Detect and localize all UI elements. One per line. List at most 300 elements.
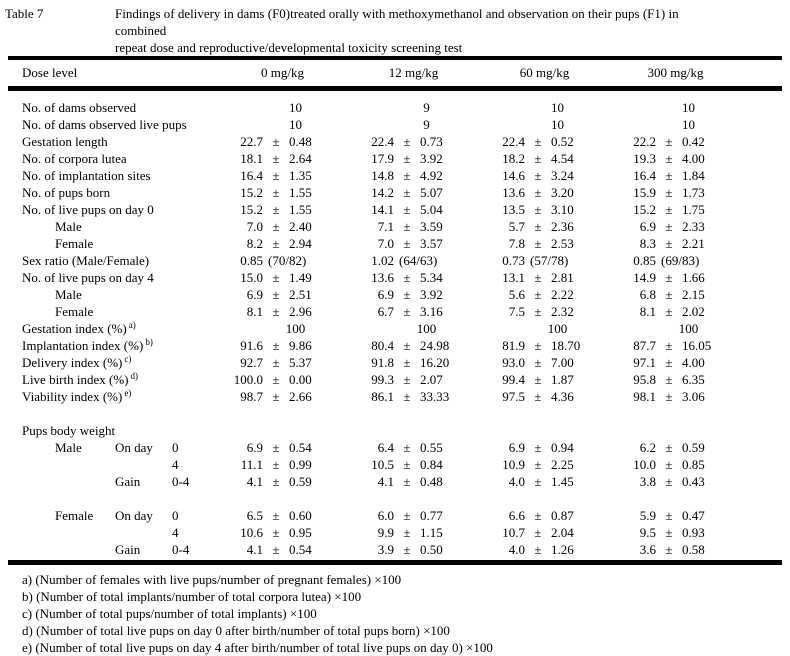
row-label: No. of live pups on day 0 [22,202,154,217]
value-sd: 6.35 [682,372,705,387]
value-mean: 9.5 [639,525,656,540]
dose-group-cell [217,133,348,150]
value-mean: 10.7 [502,525,525,540]
plus-minus-symbol: ± [272,236,280,251]
row-label: Male [55,219,82,234]
value-sd: 5.34 [420,270,443,285]
row-label-cell [8,167,217,184]
table-row [8,422,782,439]
value-sd: 0.77 [420,508,443,523]
plus-minus-symbol: ± [403,151,411,166]
value-sd: 1.15 [420,525,443,540]
value-sd: 2.40 [289,219,312,234]
table-row [8,456,782,473]
dose-group-cell [610,184,741,201]
plus-minus-symbol: ± [665,457,673,472]
dose-group-cell [217,524,348,541]
row-label-cell [8,150,217,167]
value-mean: 5.7 [508,219,525,234]
dose-headers [217,60,741,86]
value-single: 100 [285,321,306,336]
dose-group-cell [479,524,610,541]
table-body [8,91,782,560]
dose-group-cell [217,320,348,337]
row-label: No. of live pups on day 4 [22,270,154,285]
dose-group-cell [610,99,741,116]
dose-group-cell [479,167,610,184]
value-mean: 15.2 [633,202,656,217]
plus-minus-symbol: ± [403,185,411,200]
value-mean: 18.2 [502,151,525,166]
dose-group-cell [348,133,479,150]
footnote-d: d) (Number of total live pups on day 0 after birth/number of total pups born) ×100 [22,623,450,638]
row-label-cell [8,252,217,269]
plus-minus-symbol: ± [272,185,280,200]
value-mean: 6.9 [508,440,525,455]
dose-group-cell [479,337,610,354]
dose-group-cell [610,371,741,388]
value-mean: 6.9 [377,287,394,302]
row-label: Gestation index (%) $^{a)}$ [22,319,136,336]
table-row [8,218,782,235]
value-mean: 4.0 [508,474,525,489]
value-mean: 13.5 [502,202,525,217]
row-label-cell [8,133,217,150]
value-sd: 24.98 [420,338,450,353]
plus-minus-symbol: ± [403,372,411,387]
value-mean: 22.7 [240,134,263,149]
row-label-cell [8,303,217,320]
dose-group-cell [348,473,479,490]
dose-level-header: Dose level [22,65,78,80]
value-mean: 15.0 [240,270,263,285]
row-sublabel: On day [115,508,153,523]
dose-group-cell [610,456,741,473]
plus-minus-symbol: ± [403,440,411,455]
row-sublabel: On day [115,440,153,455]
plus-minus-symbol: ± [403,304,411,319]
value-mean: 80.4 [371,338,394,353]
plus-minus-symbol: ± [534,389,542,404]
value-sd: 0.84 [420,457,443,472]
plus-minus-symbol: ± [403,236,411,251]
row-label: No. of dams observed live pups [22,117,187,132]
value-mean: 4.1 [377,474,394,489]
value-sd: 5.04 [420,202,443,217]
row-label: No. of implantation sites [22,168,151,183]
dose-group-cell [610,218,741,235]
row-subvalue-label: 0 [172,508,179,523]
dose-group-cell [348,116,479,133]
plus-minus-symbol: ± [272,542,280,557]
dose-group-cell [479,371,610,388]
plus-minus-symbol: ± [665,151,673,166]
dose-group-cell [479,201,610,218]
value-mean: 10.6 [240,525,263,540]
value-sd: 0.00 [289,372,312,387]
value-mean: 14.9 [633,270,656,285]
value-single: 10 [551,100,564,115]
plus-minus-symbol: ± [272,355,280,370]
caption-line-1: Findings of delivery in dams (F0)treated orally with methoxymethanol and observation on their pups (F1) in combined [115,6,679,38]
dose-group-cell [479,456,610,473]
value-mean: 4.1 [246,474,263,489]
value-mean: 15.2 [240,202,263,217]
row-label-cell [8,456,217,473]
value-sd: 4.92 [420,168,443,183]
dose-group-cell [217,303,348,320]
table-caption [115,5,730,56]
value-mean: 10.0 [633,457,656,472]
dose-group-cell [479,116,610,133]
row-label-cell [8,541,217,558]
dose-group-cell [348,167,479,184]
dose-header-2: 60 mg/kg [519,65,570,80]
plus-minus-symbol: ± [534,202,542,217]
plus-minus-symbol: ± [534,219,542,234]
value-mean: 6.4 [377,440,394,455]
value-sd: 0.43 [682,474,705,489]
value-sd: 1.66 [682,270,705,285]
plus-minus-symbol: ± [534,185,542,200]
dose-group-cell [479,507,610,524]
value-ratio-mean: 0.85 [240,253,263,268]
plus-minus-symbol: ± [272,440,280,455]
value-single: 10 [289,100,302,115]
value-sd: 4.54 [551,151,574,166]
value-mean: 81.9 [502,338,525,353]
value-mean: 99.4 [502,372,525,387]
value-sd: 2.07 [420,372,443,387]
row-label-cell [8,116,217,133]
value-sd: 2.51 [289,287,312,302]
value-mean: 5.6 [508,287,525,302]
value-ratio-counts: (70/82) [268,253,307,268]
plus-minus-symbol: ± [534,304,542,319]
plus-minus-symbol: ± [272,168,280,183]
value-sd: 1.49 [289,270,312,285]
dose-group-cell [217,439,348,456]
value-sd: 18.70 [551,338,581,353]
value-mean: 4.0 [508,542,525,557]
value-sd: 3.06 [682,389,705,404]
row-label-cell [8,218,217,235]
value-sd: 2.21 [682,236,705,251]
footnote-b: b) (Number of total implants/number of total corpora lutea) ×100 [22,589,362,604]
value-mean: 86.1 [371,389,394,404]
plus-minus-symbol: ± [272,389,280,404]
dose-group-cell [348,320,479,337]
footnote-marker: b) [145,336,153,347]
plus-minus-symbol: ± [403,525,411,540]
value-sd: 0.55 [420,440,443,455]
row-label: No. of dams observed [22,100,137,115]
plus-minus-symbol: ± [665,270,673,285]
table-row [8,201,782,218]
dose-group-cell [348,99,479,116]
value-sd: 2.33 [682,219,705,234]
plus-minus-symbol: ± [272,270,280,285]
dose-group-cell [479,150,610,167]
table-row [8,524,782,541]
value-sd: 3.16 [420,304,443,319]
dose-group-cell [479,354,610,371]
dose-group-cell [217,507,348,524]
plus-minus-symbol: ± [272,151,280,166]
value-sd: 2.25 [551,457,574,472]
value-mean: 98.1 [633,389,656,404]
value-sd: 0.85 [682,457,705,472]
value-sd: 2.53 [551,236,574,251]
value-mean: 13.1 [502,270,525,285]
value-sd: 3.92 [420,151,443,166]
dose-group-cell [610,439,741,456]
plus-minus-symbol: ± [272,525,280,540]
value-sd: 16.20 [420,355,450,370]
value-sd: 0.50 [420,542,443,557]
value-single: 9 [423,100,430,115]
dose-group-cell [348,507,479,524]
value-mean: 22.2 [633,134,656,149]
value-mean: 7.0 [377,236,394,251]
value-mean: 6.2 [639,440,656,455]
dose-group-cell [479,303,610,320]
plus-minus-symbol: ± [534,151,542,166]
dose-group-cell [348,354,479,371]
value-sd: 0.48 [420,474,443,489]
plus-minus-symbol: ± [403,474,411,489]
row-label-cell [8,337,217,354]
dose-group-cell [610,320,741,337]
dose-group-cell [610,541,741,558]
value-mean: 6.9 [639,219,656,234]
value-single: 100 [416,321,437,336]
plus-minus-symbol: ± [534,525,542,540]
value-sd: 1.87 [551,372,574,387]
value-mean: 3.9 [377,542,394,557]
footnote-marker: d) [130,370,138,381]
plus-minus-symbol: ± [403,287,411,302]
row-label: No. of corpora lutea [22,151,127,166]
value-mean: 8.1 [246,304,263,319]
plus-minus-symbol: ± [272,508,280,523]
plus-minus-symbol: ± [665,236,673,251]
dose-group-cell [348,439,479,456]
dose-group-cell [610,388,741,405]
value-mean: 13.6 [371,270,394,285]
dose-group-cell [217,167,348,184]
table-row [8,99,782,116]
row-label-cell [8,235,217,252]
row-label: Delivery index (%) $^{c)}$ [22,353,132,370]
dose-group-cell [348,303,479,320]
value-mean: 97.5 [502,389,525,404]
value-mean: 6.9 [246,440,263,455]
spacer-row [8,490,782,507]
table-row [8,371,782,388]
value-mean: 17.9 [371,151,394,166]
value-sd: 1.26 [551,542,574,557]
value-sd: 2.02 [682,304,705,319]
plus-minus-symbol: ± [534,270,542,285]
value-single: 10 [551,117,564,132]
plus-minus-symbol: ± [665,185,673,200]
value-sd: 0.54 [289,542,312,557]
row-label-cell [8,439,217,456]
plus-minus-symbol: ± [534,287,542,302]
value-sd: 4.00 [682,355,705,370]
plus-minus-symbol: ± [403,168,411,183]
value-sd: 9.86 [289,338,312,353]
plus-minus-symbol: ± [665,474,673,489]
dose-group-cell [479,439,610,456]
value-mean: 93.0 [502,355,525,370]
value-mean: 8.1 [639,304,656,319]
value-sd: 4.00 [682,151,705,166]
value-sd: 0.48 [289,134,312,149]
value-sd: 1.55 [289,202,312,217]
row-label: Male [55,287,82,302]
value-sd: 0.93 [682,525,705,540]
dose-group-cell [610,286,741,303]
plus-minus-symbol: ± [534,440,542,455]
row-subvalue-label: 0 [172,440,179,455]
plus-minus-symbol: ± [665,389,673,404]
value-mean: 100.0 [233,372,263,387]
table-row [8,439,782,456]
value-mean: 16.4 [240,168,263,183]
dose-group-cell [217,252,348,269]
dose-group-cell [610,150,741,167]
dose-group-cell [348,218,479,235]
value-mean: 7.1 [377,219,394,234]
plus-minus-symbol: ± [403,457,411,472]
value-mean: 5.9 [639,508,656,523]
plus-minus-symbol: ± [403,508,411,523]
dose-group-cell [479,218,610,235]
row-label-cell [8,524,217,541]
value-sd: 0.47 [682,508,705,523]
dose-group-cell [348,286,479,303]
value-sd: 0.95 [289,525,312,540]
value-mean: 14.6 [502,168,525,183]
value-sd: 3.20 [551,185,574,200]
row-label: Pups body weight [22,423,116,438]
plus-minus-symbol: ± [534,338,542,353]
row-label: Female [55,236,94,251]
value-sd: 1.84 [682,168,705,183]
dose-group-cell [479,133,610,150]
table-row [8,303,782,320]
row-label-cell [8,371,217,388]
dose-group-cell [479,99,610,116]
plus-minus-symbol: ± [534,236,542,251]
value-mean: 99.3 [371,372,394,387]
value-sd: 3.10 [551,202,574,217]
plus-minus-symbol: ± [665,338,673,353]
footnote-marker: c) [124,353,132,364]
dose-group-cell [217,371,348,388]
row-sublabel: Gain [115,474,141,489]
plus-minus-symbol: ± [534,168,542,183]
footnote-c: c) (Number of total pups/number of total implants) ×100 [22,606,317,621]
plus-minus-symbol: ± [665,168,673,183]
row-label-cell [8,388,217,405]
plus-minus-symbol: ± [403,389,411,404]
value-ratio-counts: (64/63) [399,253,438,268]
dose-group-cell [479,541,610,558]
dose-group-cell [479,252,610,269]
dose-group-cell [479,473,610,490]
value-sd: 5.07 [420,185,443,200]
value-sd: 0.58 [682,542,705,557]
dose-group-cell [610,473,741,490]
plus-minus-symbol: ± [534,372,542,387]
table-row [8,507,782,524]
dose-group-cell [610,235,741,252]
value-mean: 22.4 [502,134,525,149]
row-label-cell [8,184,217,201]
table-row [8,184,782,201]
dose-group-cell [348,184,479,201]
dose-group-cell [217,184,348,201]
plus-minus-symbol: ± [665,372,673,387]
value-mean: 16.4 [633,168,656,183]
value-mean: 11.1 [240,457,263,472]
dose-group-cell [610,337,741,354]
dose-group-cell [348,456,479,473]
value-sd: 2.66 [289,389,312,404]
dose-group-cell [348,371,479,388]
value-mean: 10.5 [371,457,394,472]
plus-minus-symbol: ± [403,270,411,285]
dose-group-cell [610,507,741,524]
value-mean: 7.5 [508,304,525,319]
table-row [8,252,782,269]
dose-group-cell [217,150,348,167]
row-sublabel: Gain [115,542,141,557]
value-mean: 7.8 [508,236,525,251]
value-mean: 7.0 [246,219,263,234]
value-ratio-counts: (69/83) [661,253,700,268]
value-sd: 0.59 [289,474,312,489]
footnote-a: a) (Number of females with live pups/number of pregnant females) ×100 [22,572,402,587]
value-mean: 13.6 [502,185,525,200]
plus-minus-symbol: ± [272,338,280,353]
table-row [8,320,782,337]
plus-minus-symbol: ± [272,219,280,234]
value-sd: 2.36 [551,219,574,234]
dose-group-cell [348,201,479,218]
plus-minus-symbol: ± [665,134,673,149]
value-mean: 19.3 [633,151,656,166]
value-sd: 2.81 [551,270,574,285]
value-mean: 91.8 [371,355,394,370]
value-mean: 97.1 [633,355,656,370]
dose-group-cell [217,235,348,252]
dose-header-0: 0 mg/kg [261,65,304,80]
footnote-marker: a) [128,319,136,330]
dose-group-cell [479,184,610,201]
plus-minus-symbol: ± [403,338,411,353]
value-mean: 3.6 [639,542,656,557]
value-mean: 6.9 [246,287,263,302]
plus-minus-symbol: ± [272,474,280,489]
value-mean: 14.1 [371,202,394,217]
dose-group-cell [348,252,479,269]
table-row [8,116,782,133]
dose-group-cell [217,99,348,116]
